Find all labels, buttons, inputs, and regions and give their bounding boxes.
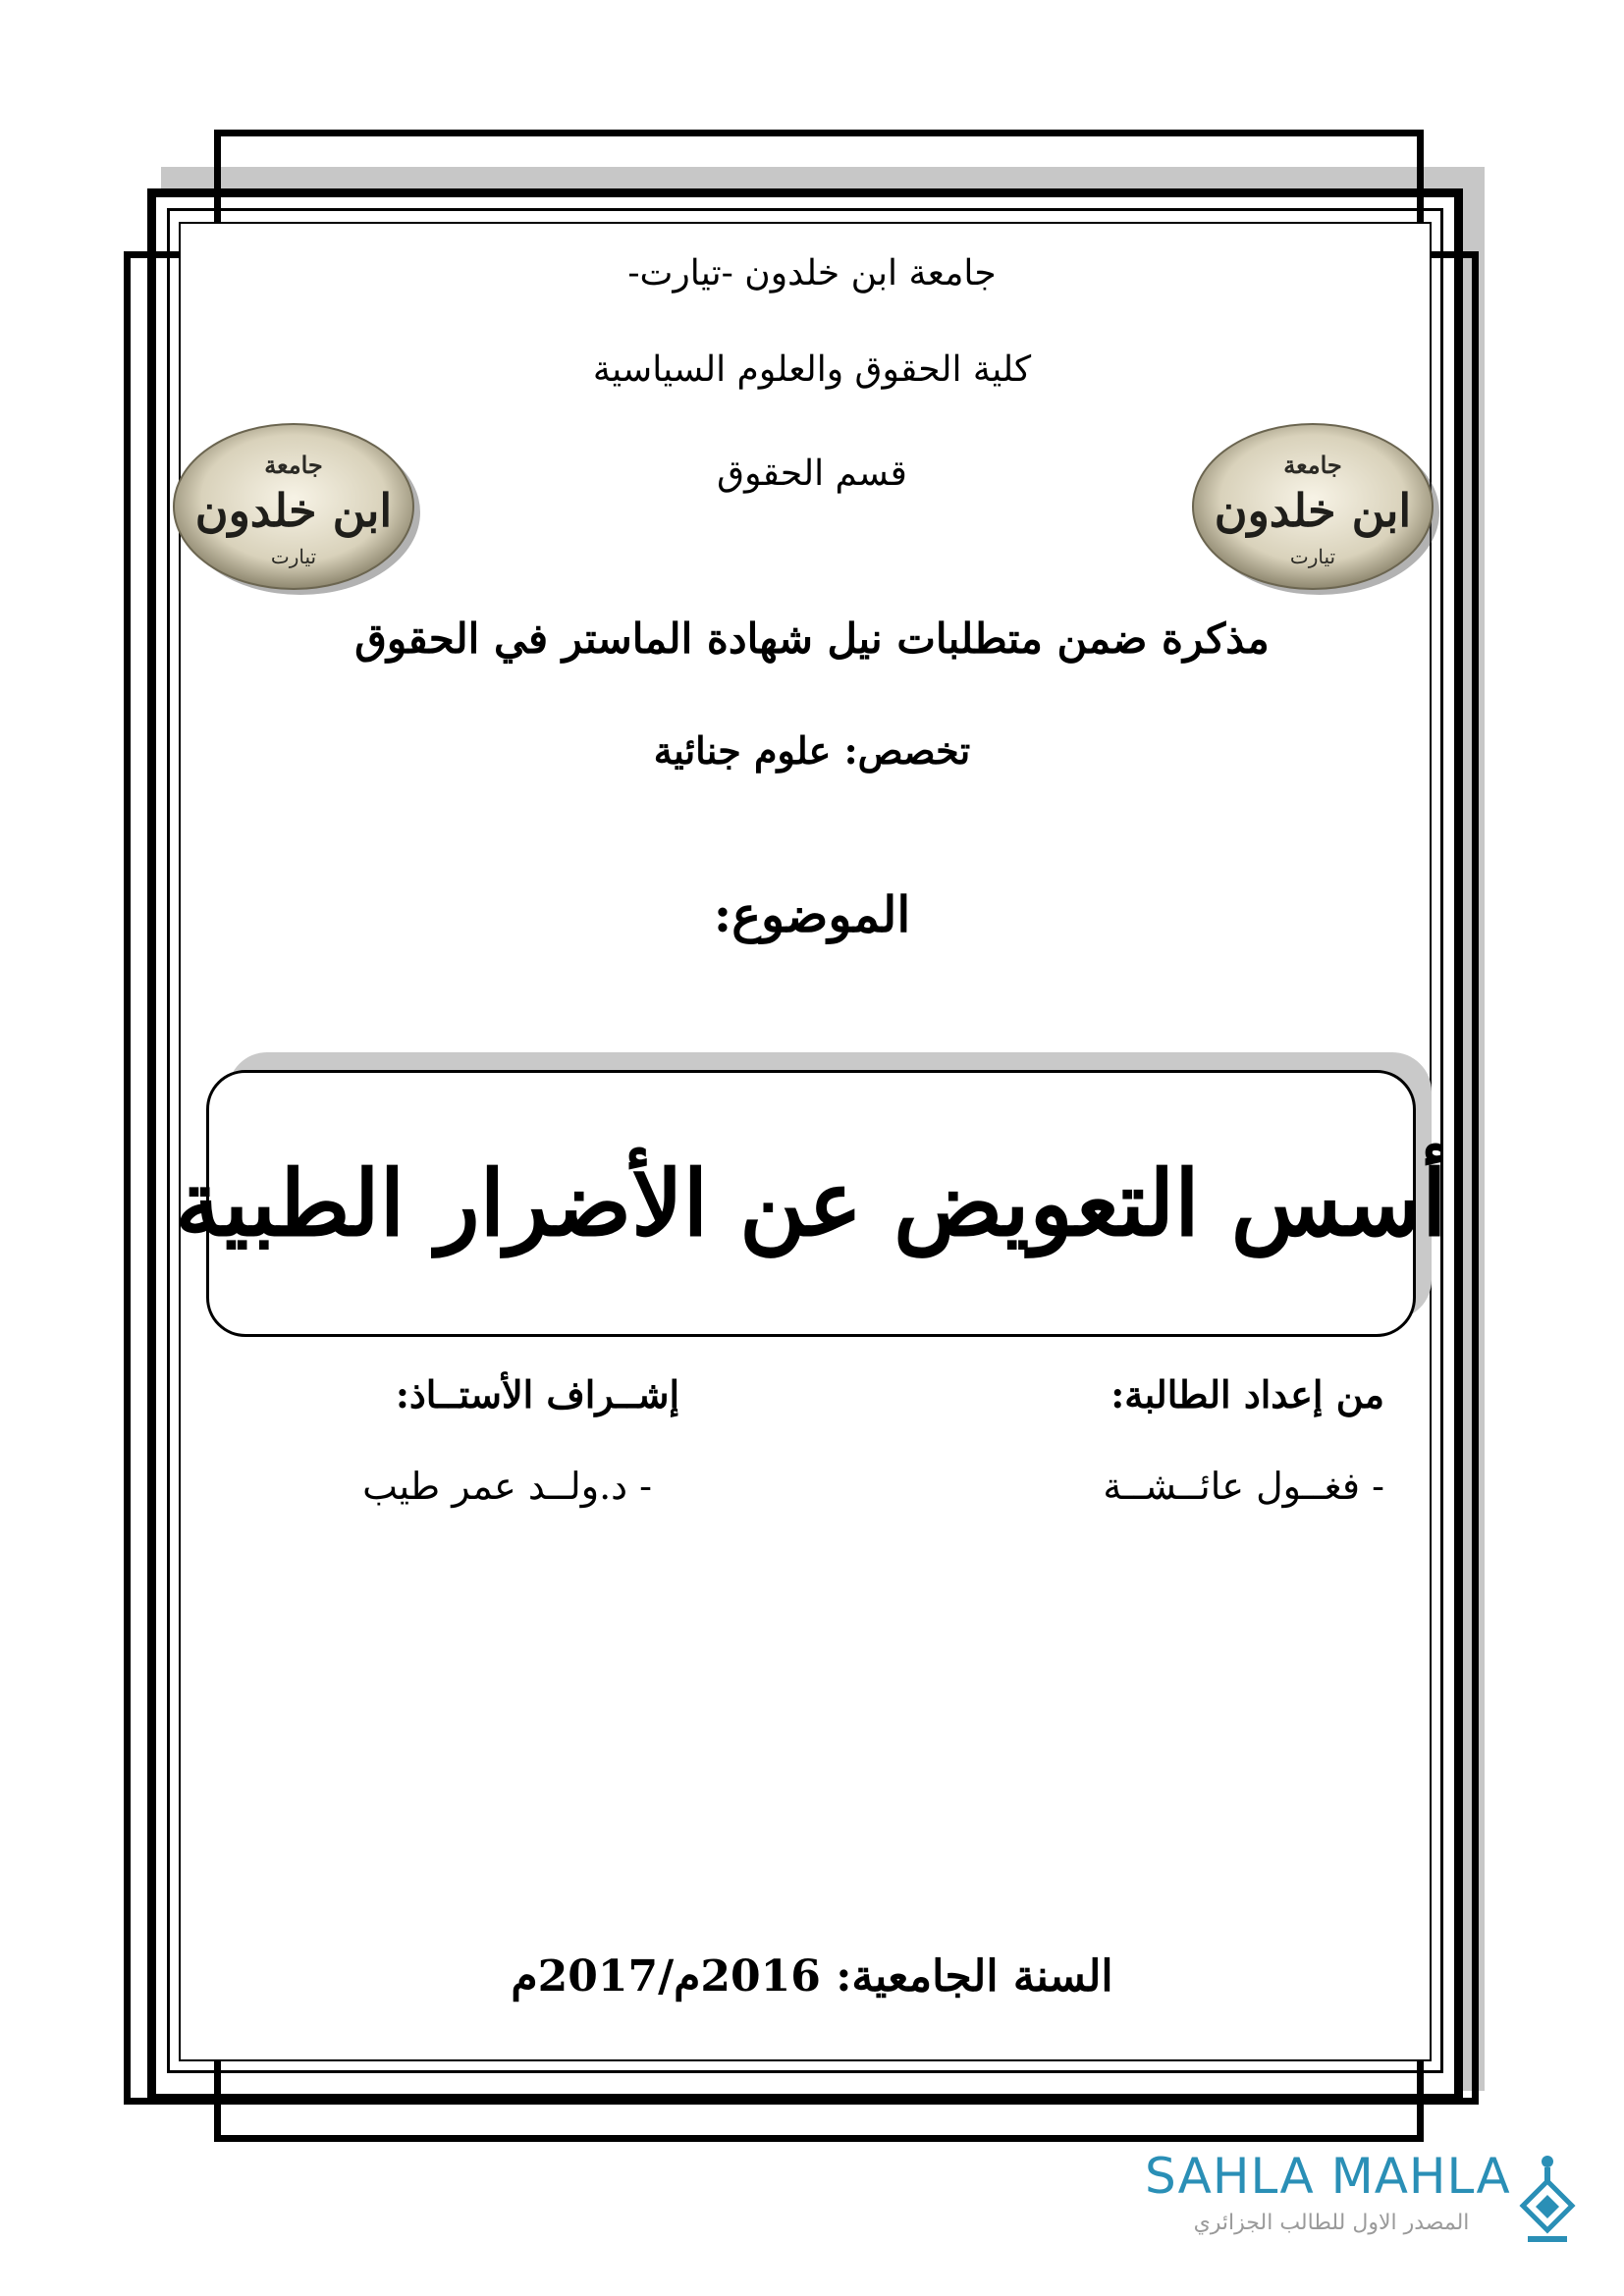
logo-text-top: جامعة bbox=[1283, 451, 1342, 479]
memo-statement: مذكرة ضمن متطلبات نيل شهادة الماستر في الحقوق bbox=[354, 614, 1270, 663]
student-name: - فغــول عائــشــة bbox=[1103, 1465, 1384, 1508]
title-box bbox=[175, 1070, 1447, 1337]
academic-year: السنة الجامعية: 2016م/2017م bbox=[511, 1951, 1113, 2002]
topic-label: الموضوع: bbox=[713, 885, 911, 943]
supervisor-name: - د.ولــد عمر طيب bbox=[362, 1465, 652, 1508]
supervision-label: إشــراف الأستــاذ: bbox=[395, 1372, 679, 1416]
university-logo-left bbox=[163, 416, 424, 603]
specialization: تخصص: علوم جنائية bbox=[653, 728, 971, 773]
watermark-tagline: المصدر الاول للطالب الجزائري bbox=[1193, 2211, 1470, 2235]
prepared-by-label: من إعداد الطالبة: bbox=[1110, 1372, 1384, 1416]
logo-text-top: جامعة bbox=[264, 451, 323, 479]
university-name: جامعة ابن خلدون -تيارت- bbox=[627, 253, 997, 294]
logo-text-bottom: تيارت bbox=[1289, 545, 1336, 568]
logo-text-bottom: تيارت bbox=[270, 545, 317, 568]
logo-text-main: ابن خلدون bbox=[1214, 484, 1412, 537]
logo-text-main: ابن خلدون bbox=[194, 484, 393, 537]
department-name: قسم الحقوق bbox=[717, 454, 907, 494]
faculty-name: كلية الحقوق والعلوم السياسية bbox=[592, 349, 1032, 390]
sahla-mahla-watermark bbox=[1145, 2148, 1577, 2256]
thesis-title: أسس التعويض عن الأضرار الطبية bbox=[175, 1150, 1447, 1256]
sahla-mahla-logo-icon bbox=[1518, 2152, 1577, 2250]
university-logo-right bbox=[1182, 416, 1443, 603]
watermark-name: SAHLA MAHLA bbox=[1145, 2148, 1511, 2205]
